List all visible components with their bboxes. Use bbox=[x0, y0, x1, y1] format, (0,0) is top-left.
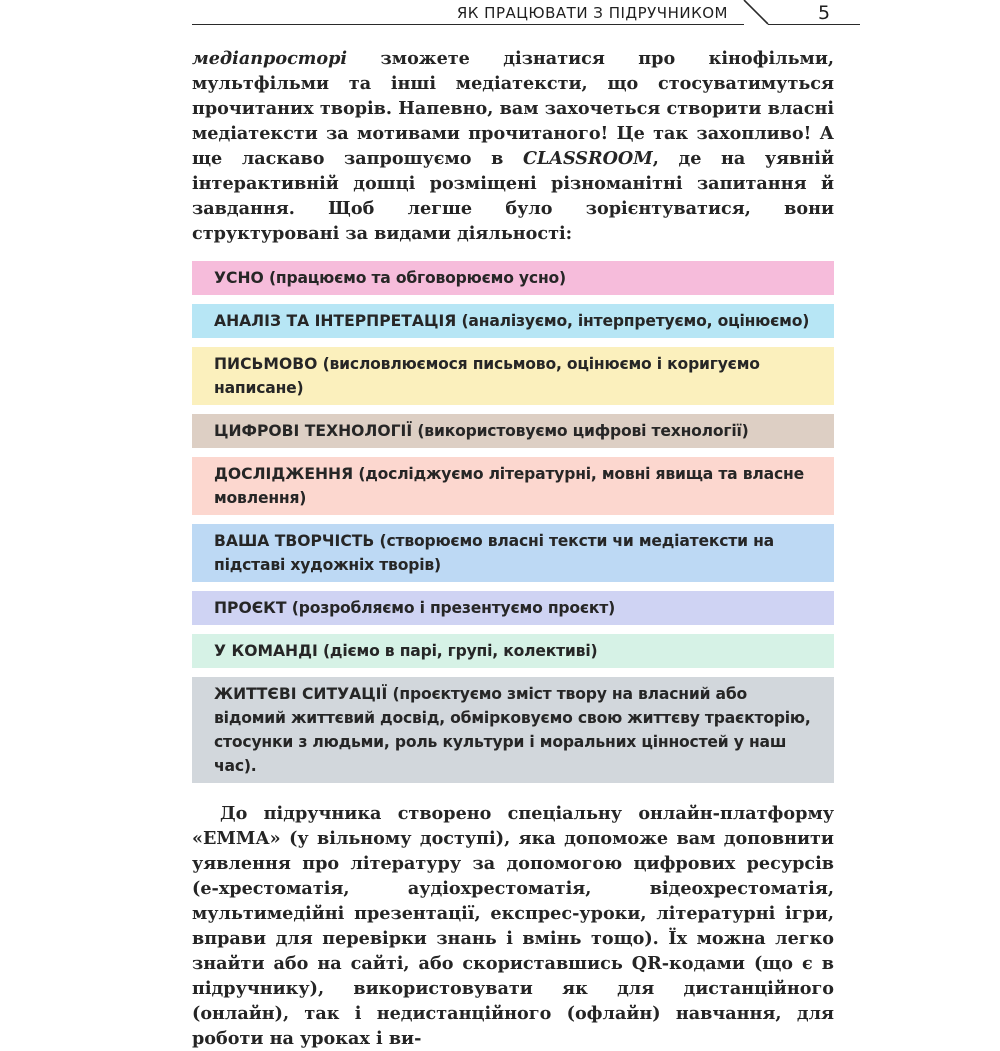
activity-box-description: (діємо в парі, групі, колективі) bbox=[317, 642, 598, 660]
activity-box-title: УСНО bbox=[214, 269, 264, 287]
intro-paragraph bbox=[192, 46, 834, 246]
page-number-rule bbox=[768, 24, 860, 25]
activity-box bbox=[192, 304, 834, 338]
activity-box-description: (використовуємо цифрові технології) bbox=[412, 422, 749, 440]
activity-box-title: ПИСЬМОВО bbox=[214, 355, 318, 373]
header-rule bbox=[192, 24, 744, 25]
classroom-term: CLASSROOM bbox=[522, 148, 653, 169]
activity-box bbox=[192, 457, 834, 515]
activity-box-title: У КОМАНДІ bbox=[214, 642, 318, 660]
activity-box-description: (аналізуємо, інтерпретуємо, оцінюємо) bbox=[456, 312, 810, 330]
activity-box-description: (досліджуємо літературні, мовні явища та власне мовлення) bbox=[214, 465, 804, 507]
activity-box bbox=[192, 677, 834, 783]
activity-box-title: ЖИТТЄВІ СИТУАЦІЇ bbox=[214, 685, 388, 703]
page-body bbox=[192, 46, 834, 1051]
activity-box-description: (висловлюємося письмово, оцінюємо і коригуємо написане) bbox=[214, 355, 760, 397]
activity-box bbox=[192, 414, 834, 448]
activity-box-list bbox=[192, 261, 834, 783]
activity-box bbox=[192, 591, 834, 625]
header-slant-divider bbox=[734, 0, 774, 27]
running-header bbox=[0, 0, 1000, 27]
intro-lead-italic: медіапросторі bbox=[192, 48, 348, 69]
closing-paragraph: До підручника створено спеціальну онлайн-платформу «ЕММА» (у вільному доступі), яка допоможе вам доповнити уявлення про літературу за допомогою цифрових ресурсів (е-хрестоматія, аудіохрестоматія, відеохрестоматія, мультимедійні презентації, експрес-уроки, літературні ігри, вправи для перевірки знань і вмінь тощо). Їх можна легко знайти або на сайті, або скориставшись QR-кодами (що є в підручнику), використовувати як для дистанційного (онлайн), так і недистанційного (офлайн) навчання, для роботи на уроках і ви- bbox=[192, 803, 834, 1049]
running-title: ЯК ПРАЦЮВАТИ З ПІДРУЧНИКОМ bbox=[456, 4, 728, 22]
activity-box bbox=[192, 347, 834, 405]
activity-box-description: (проєктуємо зміст твору на власний або відомий життєвий досвід, обмірковуємо свою життєву траєкторію, стосунки з людьми, роль культури і моральних цінностей у наш час). bbox=[214, 685, 811, 775]
activity-box-description: (працюємо та обговорюємо усно) bbox=[263, 269, 566, 287]
activity-box bbox=[192, 524, 834, 582]
activity-box-description: (розробляємо і презентуємо проєкт) bbox=[286, 599, 616, 617]
activity-box bbox=[192, 634, 834, 668]
page-number: 5 bbox=[818, 2, 831, 24]
intro-text: зможете дізнатися про кінофільми, мультфільми та інші медіатексти, що стосуватимуться прочитаних творів. Напевно, вам захочеться створити власні медіатексти за мотивами прочитаного! Це так захопливо! А ще ласкаво запрошуємо в bbox=[192, 48, 834, 169]
activity-box-description: (створюємо власні тексти чи медіатексти на підставі художніх творів) bbox=[214, 532, 774, 574]
activity-box-title: ПРОЄКТ bbox=[214, 599, 287, 617]
intro-tail: , де на уявній інтерактивній дошці розміщені різноманітні запитання й завдання. Щоб легше було зорієнтуватися, вони структуровані за видами діяльності: bbox=[192, 148, 834, 244]
activity-box-title: ДОСЛІДЖЕННЯ bbox=[214, 465, 354, 483]
activity-box-title: ЦИФРОВІ ТЕХНОЛОГІЇ bbox=[214, 422, 413, 440]
activity-box-title: АНАЛІЗ ТА ІНТЕРПРЕТАЦІЯ bbox=[214, 312, 457, 330]
activity-box bbox=[192, 261, 834, 295]
activity-box-title: ВАША ТВОРЧІСТЬ bbox=[214, 532, 375, 550]
